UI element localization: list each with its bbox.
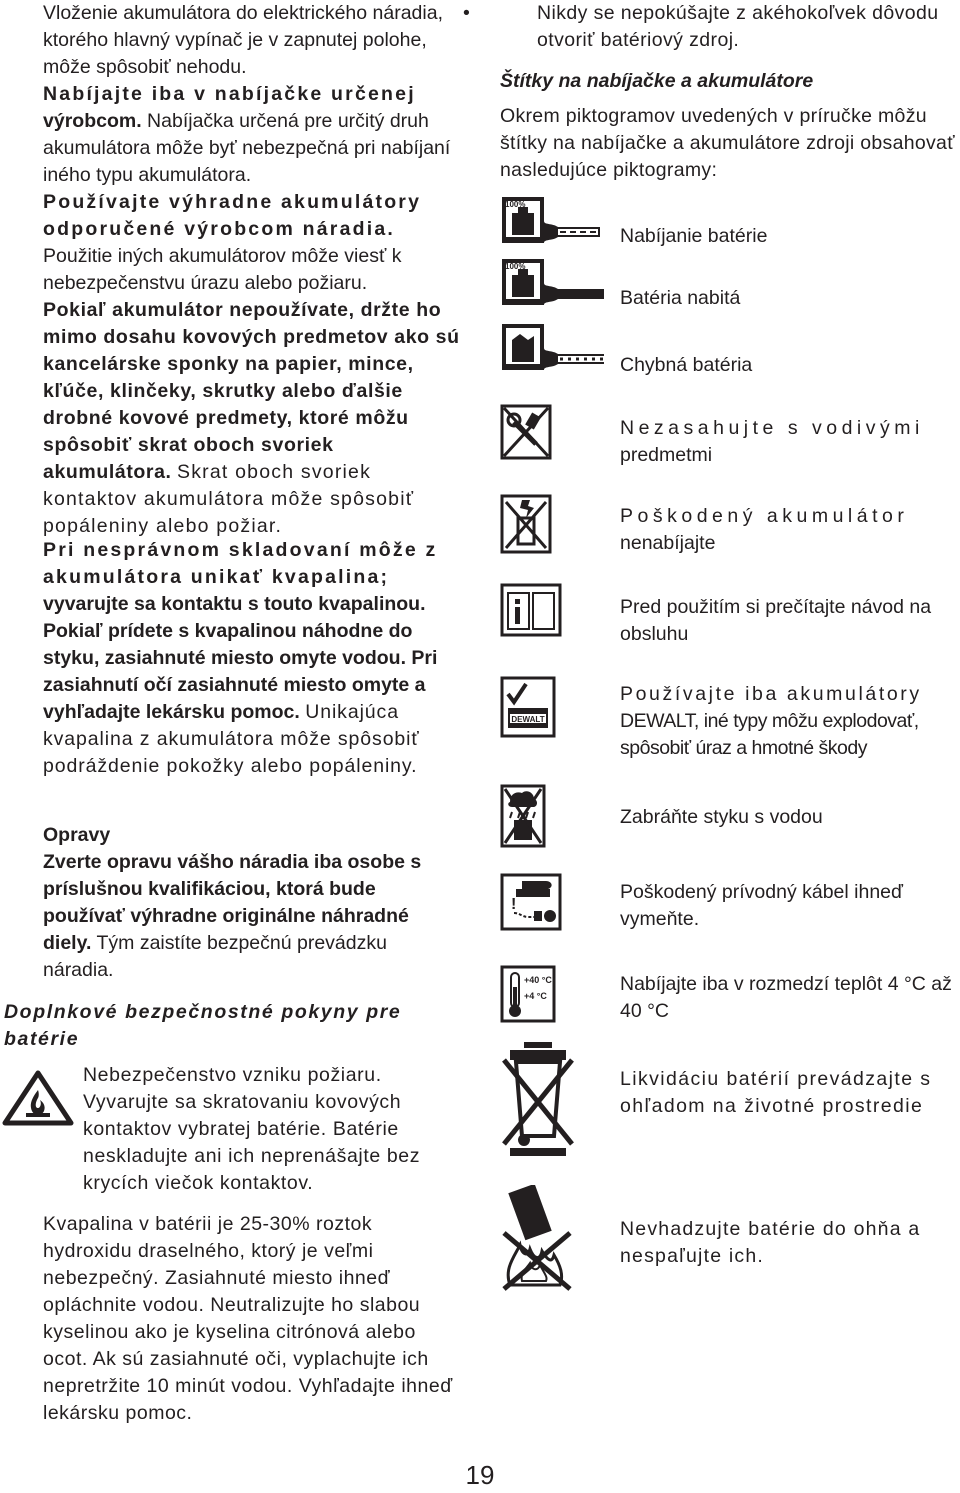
thermometer-icon xyxy=(500,965,556,1023)
svg-text:!: ! xyxy=(511,896,517,913)
icon-label: Likvidáciu batérií prevádzajte s ohľadom na životné prostredie xyxy=(620,1068,932,1117)
item-c xyxy=(6,189,462,297)
item-a-continuation xyxy=(6,0,462,81)
icon-label: DEWALT, iné typy môžu explodovať, spôsobiť úraz a hmotné škody xyxy=(620,710,919,759)
item-bold-spaced: Pri nesprávnom skladovaní môže z akumulátora unikať kvapalina; xyxy=(43,539,438,588)
section-6 xyxy=(6,822,462,849)
dewalt-battery-icon xyxy=(500,676,556,738)
icon-row-manual xyxy=(500,583,960,643)
icon-label: nenabíjajte xyxy=(620,532,716,554)
item-text: Unikajúca kvapalina z akumulátora môže spôsobiť podráždenie pokožky alebo popáleniny. xyxy=(43,701,420,777)
icon-label: Chybná batéria xyxy=(620,354,753,376)
icon-row-charged xyxy=(500,257,960,309)
icon-row-temperature xyxy=(500,965,960,1027)
icon-label: Nabíjanie batérie xyxy=(620,225,768,247)
damaged-battery-icon xyxy=(500,494,552,554)
icon-label: Nabíjajte iba v rozmedzí teplôt 4 °C až 40 °C xyxy=(620,973,952,1022)
icon-row-water xyxy=(500,784,960,846)
item-b xyxy=(6,81,462,189)
item-text: Skrat oboch svoriek kontaktov akumulátora môže spôsobiť popáleniny alebo požiar. xyxy=(43,461,415,537)
item-bold: Pokiaľ akumulátor nepoužívate, držte ho mimo dosahu kovových predmetov ako sú kancelárske sponky na papier, mince, kľúče, klinčeky, skrutky alebo ďalšie drobné kovové predmety, ktoré môžu spôsobiť skrat oboch svoriek akumulátora. xyxy=(43,299,460,483)
item-bold-spaced: Používajte výhradne akumulátory odporučené výrobcom náradia. xyxy=(43,191,422,240)
icon-label-block xyxy=(620,681,960,762)
page-number: 19 xyxy=(465,1460,495,1490)
battery-charging-icon xyxy=(500,195,608,243)
no-fire-icon xyxy=(500,1185,576,1291)
item-bold: vyvarujte sa kontaktu s touto kvapalinou. Pokiaľ prídete s kvapalinou náhodne do styku, zasiahnuté miesto omyte vodou. Pri zasiahnutí očí zasiahnuté miesto omyte a vyhľadajte lekársku pomoc. xyxy=(43,593,438,723)
battery-charged-icon xyxy=(500,257,608,305)
bullet-marker: • xyxy=(463,2,471,24)
section-heading: Opravy xyxy=(43,824,111,846)
icon-label: predmetmi xyxy=(620,444,713,466)
section-heading: Štítky na nabíjačke a akumulátore xyxy=(500,70,814,92)
battery-faulty-icon xyxy=(500,322,608,370)
fire-warning-icon xyxy=(2,1070,74,1126)
icon-label: Zabráňte styku s vodou xyxy=(620,806,823,828)
bullet-item xyxy=(6,1211,462,1427)
icon-label-spaced: Poškodený akumulátor xyxy=(620,505,909,527)
bullet-text: Kvapalina v batérii je 25-30% roztok hydroxidu draselného, ktorý je veľmi nebezpečný. Zasiahnuté miesto ihneď opláchnite vodou. Neutralizujte ho slabou kyselinou ako je kyselina citrónová alebo ocot. Ak sú zasiahnuté oči, vyplachujte ich nepretržite 10 minút vodou. Vyhľadajte ihneď lekársku pomoc. xyxy=(43,1213,453,1424)
intro-text: Okrem piktogramov uvedených v príručke môžu štítky na nabíjačke a akumulátore zdroji obsahovať nasledujúce piktogramy: xyxy=(500,105,955,181)
damaged-cord-icon xyxy=(500,873,562,931)
no-water-icon xyxy=(500,784,546,848)
item-bold: výrobcom. xyxy=(43,110,142,132)
section-title: Doplnkové bezpečnostné pokyny pre batérie xyxy=(4,1001,402,1050)
item-text: Tým zaistíte bezpečnú prevádzku náradia. xyxy=(43,932,387,981)
icon-label-block xyxy=(620,503,960,557)
item-bold: Zverte opravu vášho náradia iba osobe s príslušnou kvalifikáciou, ktorá bude používať výhradne originálne náhradné diely. xyxy=(43,851,422,954)
item-a xyxy=(6,849,462,984)
item-text: Použitie iných akumulátorov môže viesť k nebezpečenstvu úrazu alebo požiaru. xyxy=(43,245,402,294)
icon-row-faulty xyxy=(500,322,960,374)
badge-text: 100% xyxy=(505,262,526,271)
badge-text: 100% xyxy=(505,200,526,209)
icon-row-fire xyxy=(500,1185,960,1295)
read-manual-icon xyxy=(500,583,562,637)
intro-text: Vloženie akumulátora do elektrického náradia, ktorého hlavný vypínač je v zapnutej polohe, môže spôsobiť nehodu. xyxy=(43,2,443,78)
icon-label: Poškodený prívodný kábel ihneď vymeňte. xyxy=(620,881,903,930)
icon-label: Pred použitím si prečítajte návod na obsluhu xyxy=(620,596,932,645)
icon-label: Nevhadzujte batérie do ohňa a nespaľujte ich. xyxy=(620,1218,921,1267)
item-d xyxy=(6,297,462,540)
bullet-text: Nikdy se nepokúšajte z akéhokoľvek dôvodu otvoriť batériový zdroj. xyxy=(537,2,939,51)
icon-row-disposal xyxy=(500,1040,960,1160)
bullet-item xyxy=(463,0,960,54)
icon-row-dewalt xyxy=(500,676,960,759)
icon-label-spaced: Nezasahujte s vodivými xyxy=(620,417,924,439)
fire-warning-text: Nebezpečenstvo vzniku požiaru. Vyvarujte sa skratovaniu kovových kontaktov vybratej batérie. Batérie neskladujte ani ich neprenášajte bez krycích viečok kontaktov. xyxy=(83,1064,421,1194)
icon-row-conductive xyxy=(500,404,960,464)
item-e xyxy=(6,537,462,780)
item-text: Nabíjačka určená pre určitý druh akumulátora môže byť nebezpečná pri nabíjaní iného typu akumulátora. xyxy=(43,110,451,186)
icon-row-damaged xyxy=(500,494,960,554)
icon-label-spaced: Používajte iba akumulátory xyxy=(620,683,922,705)
item-bold-spaced: Nabíjajte iba v nabíjačke určenej xyxy=(43,83,416,105)
icon-label: Batéria nabitá xyxy=(620,287,741,309)
temp-low: +4 °C xyxy=(524,991,547,1001)
icon-label-block xyxy=(620,415,960,469)
icon-row-cord xyxy=(500,873,960,935)
brand-text: DEWALT xyxy=(511,715,545,724)
crossed-bin-icon xyxy=(500,1040,576,1158)
icon-row-charging xyxy=(500,195,960,247)
no-conductive-objects-icon xyxy=(500,404,552,460)
temp-high: +40 °C xyxy=(524,975,552,985)
